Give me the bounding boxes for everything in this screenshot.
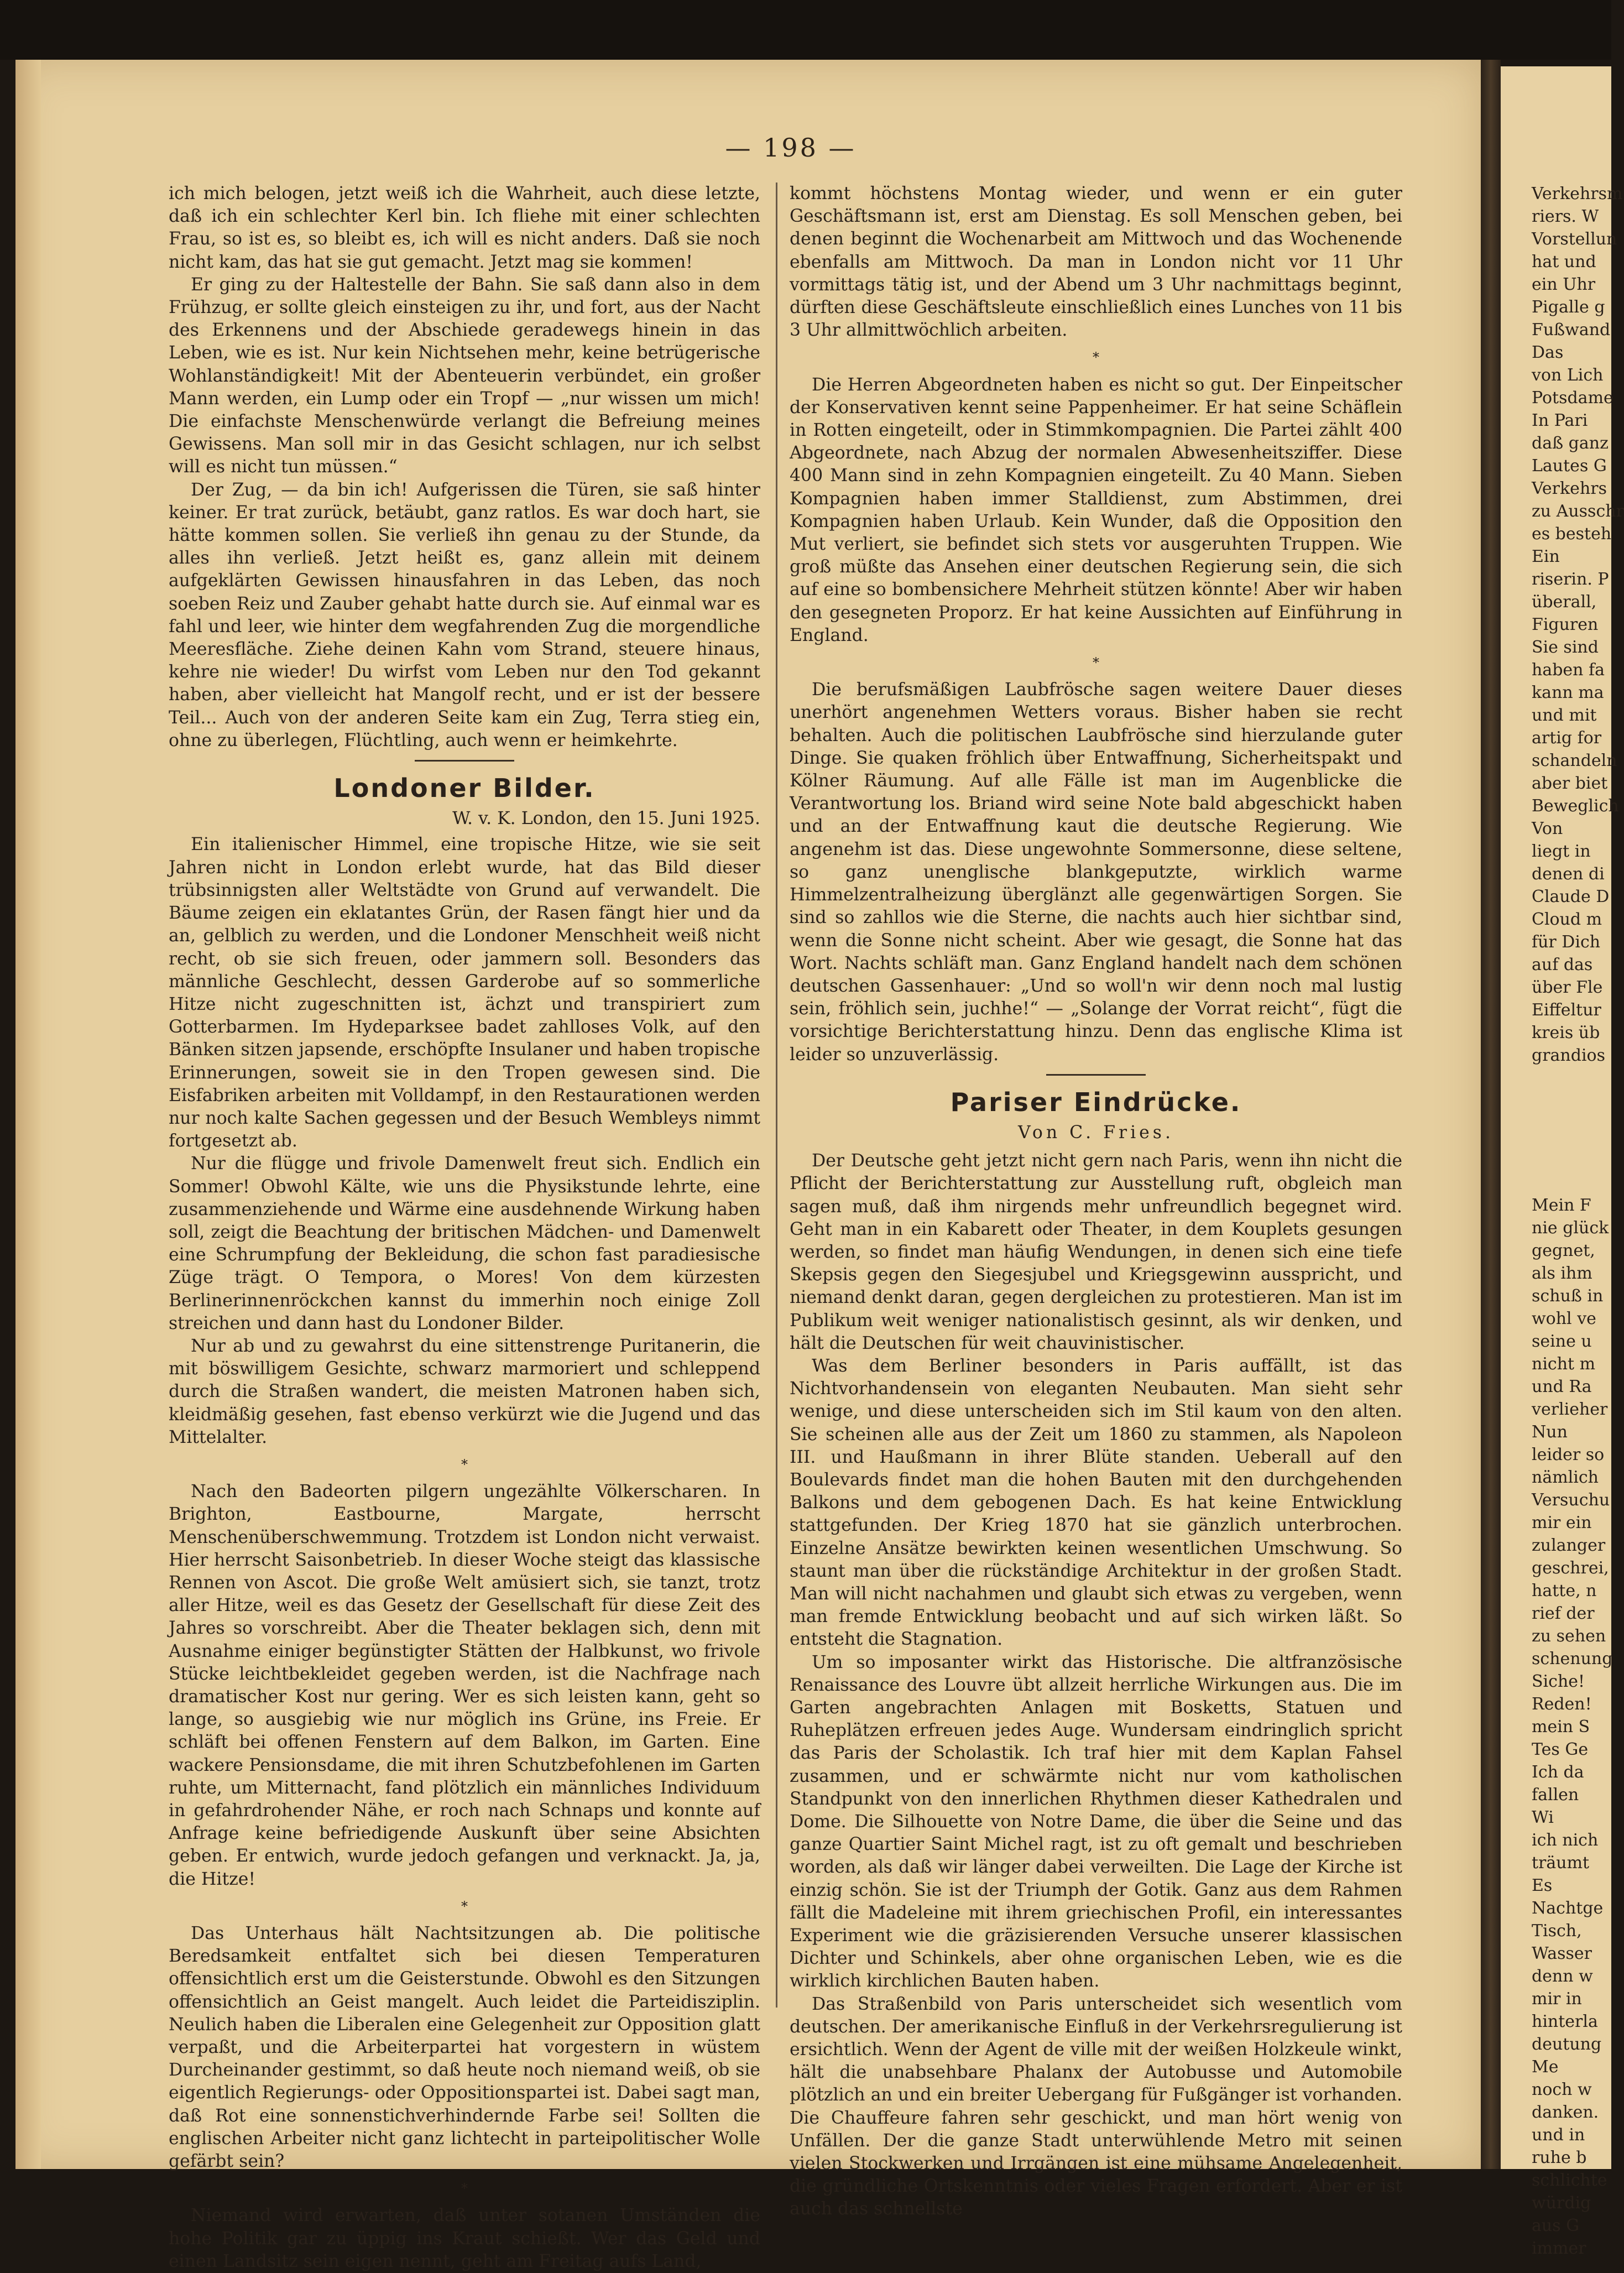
facing-page-line: denen di xyxy=(1532,864,1605,884)
facing-page-line: Es xyxy=(1532,1876,1553,1895)
facing-page-line: immer xyxy=(1532,2239,1586,2258)
facing-page-line: Vorstellun xyxy=(1532,230,1617,249)
paragraph: Der Deutsche geht jetzt nicht gern nach Paris, wenn ihn nicht die Pflicht der Berichterstattung zur Ausstellung ruft, obgleich man sagen muß, daß ihm nirgends mehr unfreundlich begegnet wird. Geht man in ein Kabarett oder Theater, in dem Kouplets gesungen werden, so findet man häufig Wendungen, in denen sich eine tiefe Skepsis gegen den Siegesjubel und Kriegsgewinn ausspricht, und niemand denkt daran, gegen dergleichen zu protestieren. Man ist im Publikum weit weniger nationalistisch gesinnt, als wir denken, und hält die Deutschen für weit chauvinistischer. xyxy=(790,1151,1402,1353)
section-star: * xyxy=(1093,350,1099,366)
facing-page-line: zu sehen xyxy=(1532,1626,1606,1646)
facing-page-line: über Fle xyxy=(1532,978,1603,997)
facing-page-line: mir ein xyxy=(1532,1513,1592,1532)
paragraph: Ein italienischer Himmel, eine tropische Hitze, wie sie seit Jahren nicht in London erlebt wurde, hat das Bild dieser trübsinnigsten aller Weltstädte von Grund auf verwandelt. Die Bäume zeigen ein eklatantes Grün, der Rasen fängt hier und da an, gelblich zu werden, und die Londoner Menschheit weiß nicht recht, ob sie sich freuen, oder jammern soll. Besonders das männliche Geschlecht, dessen Garderobe auf so sommerliche Hitze nicht zugeschnitten ist, ächzt und transpiriert zum Gotterbarmen. Im Hydeparksee badet zahlloses Volk, auf den Bänken sitzen japsende, erschöpfte Insulaner und haben tropische Erinnerungen, soweit sie in den Tropen gewesen sind. Die Eisfabriken arbeiten mit Volldampf, in den Restaurationen werden nur noch kalte Sachen gegessen und der Besuch Wembleys nimmt fortgesetzt ab. xyxy=(169,835,760,1151)
facing-page-line: kreis üb xyxy=(1532,1023,1600,1042)
paragraph: Die Herren Abgeordneten haben es nicht so gut. Der Einpeitscher der Konservativen kennt seine Pappenheimer. Er hat seine Schäflein in Rotten eingeteilt, oder in Stimmkompagnien. Die Partei zählt 400 Abgeordnete, nach Abzug der normalen Abwesenheitsziffer. Diese 400 Mann sind in zehn Kompagnien eingeteilt. Zu 40 Mann. Sieben Kompagnien haben immer Stalldienst, zum Abstimmen, drei Kompagnien haben Urlaub. Kein Wunder, daß die Opposition den Mut verliert, sie befindet sich stets vor ausgeruhten Truppen. Wie groß müßte das Ansehen einer deutschen Regierung sein, die sich auf eine so bombensichere Mehrheit stützen könnte! Aber wir haben den gesegneten Proporz. Er hat keine Aussichten auf Einführung in England. xyxy=(790,374,1402,645)
facing-page-line: seine u xyxy=(1532,1332,1592,1351)
facing-page-line: Fußwand xyxy=(1532,320,1611,340)
facing-page-line: verlieher xyxy=(1532,1400,1608,1419)
facing-page-line: zulanger xyxy=(1532,1536,1606,1555)
facing-page-line: denn w xyxy=(1532,1967,1593,1986)
facing-page-line: aber biet xyxy=(1532,774,1608,793)
facing-page-line: schenung xyxy=(1532,1649,1613,1669)
facing-page-line: Eiffeltur xyxy=(1532,1000,1601,1020)
facing-page-line: Von xyxy=(1532,819,1563,838)
facing-page-line: hat und xyxy=(1532,252,1596,272)
facing-page-line: Das xyxy=(1532,343,1564,362)
facing-page-line: würdig xyxy=(1532,2193,1591,2213)
facing-page-line: ein Uhr xyxy=(1532,275,1596,294)
facing-page-line: gegnet, xyxy=(1532,1241,1595,1260)
facing-page-line: Nun xyxy=(1532,1422,1568,1442)
facing-page-line: Beweglich xyxy=(1532,796,1619,816)
facing-page-line: grandios xyxy=(1532,1046,1606,1065)
facing-page-line: liegt in xyxy=(1532,842,1591,861)
facing-page-line: Mein F xyxy=(1532,1196,1591,1215)
facing-page-line: danken. xyxy=(1532,2103,1599,2122)
facing-page-line: artig for xyxy=(1532,728,1602,748)
facing-page-line: schuß in xyxy=(1532,1286,1604,1306)
facing-page-line: Wasser xyxy=(1532,1944,1592,1963)
facing-page-line: kann ma xyxy=(1532,683,1604,702)
facing-page-line: Ein xyxy=(1532,547,1560,566)
column-rule xyxy=(776,183,777,2008)
facing-page-line: auf das xyxy=(1532,955,1593,974)
paragraph: Was dem Berliner besonders in Paris auffällt, ist das Nichtvorhandensein von eleganten Neubauten. Man sieht sehr wenige, und diese unterscheiden sich im Stil kaum von den alten. Sie scheinen alle aus der Zeit um 1860 zu stammen, als Napoleon III. und Haußmann in ihrer Blüte standen. Ueberall auf den Boulevards findet man die hohen Bauten mit den durchgehenden Balkons und dem gebogenen Dach. Es hat keine Entwicklung stattgefunden. Der Krieg 1870 hat sie gänzlich unterbrochen. Einzelne Ansätze bewirkten keinen wesentlichen Umschwung. So staunt man über die rückständige Architektur in der großen Stadt. Man will nicht nachahmen und glaubt sich etwas zu vergeben, wenn man fremde Entwicklung beobacht und auf sich wirken läßt. So entsteht die Stagnation. xyxy=(790,1356,1402,1650)
facing-page-line: Verkehrs xyxy=(1532,479,1607,498)
facing-page-line: zu Ausschr xyxy=(1532,502,1624,521)
facing-page-line: geschrei, xyxy=(1532,1558,1609,1578)
paragraph: Nach den Badeorten pilgern ungezählte Völkerscharen. In Brighton, Eastbourne, Margate, herrscht Menschenüberschwemmung. Trotzdem ist London nicht verwaist. Hier herrscht Saisonbetrieb. In dieser Woche steigt das klassische Rennen von Ascot. Die große Welt amüsiert sich, sie tanzt, trotz aller Hitze, weil es das Gesetz der Gesellschaft für diese Zeit des Jahres so vorschreibt. Aber die Theater beklagen sich, denn mit Ausnahme einiger begünstigter Stätten der Halbkunst, wo frivole Stücke leichtbekleidet gegeben werden, ist die Nachfrage nach dramatischer Kost nur gering. Wer es sich leisten kann, geht so lange, so ausgiebig wie nur möglich ins Grüne, ins Freie. Er schläft bei offenen Fenstern auf dem Balkon, im Garten. Eine wackere Pensionsdame, die mit ihren Schutzbefohlenen im Garten ruhte, um Mitternacht, fand plötzlich ein männliches Individuum in gefahrdrohender Nähe, er roch nach Schnaps und konnte auf Anfrage keine befriedigende Auskunft über seine Absichten geben. Er entwich, wurde jedoch gefangen und verknackt. Ja, ja, die Hitze! xyxy=(169,1482,760,1889)
facing-page-line: und in xyxy=(1532,2125,1585,2145)
paragraph: Das Unterhaus hält Nachtsitzungen ab. Die politische Beredsamkeit entfaltet sich bei diesen Temperaturen offensichtlich erst um die Geisterstunde. Obwohl es den Sitzungen offensichtlich an Geist mangelt. Auch leidet die Parteidisziplin. Neulich haben die Liberalen eine Gelegenheit zur Opposition glatt verpaßt, und die Arbeiterpartei hat vorgestern in wüstem Durcheinander gestimmt, so daß heute noch niemand weiß, ob sie eigentlich Regierungs- oder Oppositionspartei ist. Dabei sagt man, daß Rot eine sonnenstichverhindernde Farbe sei! Sollten die englischen Arbeiter nicht ganz lichtecht in parteipolitischer Wolle gefärbt sein? xyxy=(169,1923,760,2172)
facing-page-line: Nachtge xyxy=(1532,1899,1604,1918)
facing-page-line: Tisch, xyxy=(1532,1921,1582,1941)
section-star: * xyxy=(461,1456,468,1472)
facing-page-line: ruhe b xyxy=(1532,2148,1587,2167)
facing-page-line: Ich da xyxy=(1532,1763,1584,1782)
facing-page-line: schlichte xyxy=(1532,2171,1607,2190)
paragraph: Um so imposanter wirkt das Historische. Die altfranzösische Renaissance des Louvre übt allzeit herrliche Wirkungen aus. Die im Garten angebrachten Anlagen mit Bosketts, Statuen und Ruheplätzen erfreuen jedes Auge. Wundersam eindringlich spricht das Paris der Scholastik. Ich traf hier mit dem Kaplan Fahsel zusammen, und er schwärmte nicht nur vom katholischen Standpunkt von den innerlichen Rhythmen dieser Kathedralen und Dome. Die Silhouette von Notre Dame, die über die Seine und das ganze Quartier Saint Michel ragt, ist zu oft gemalt und beschrieben worden, als daß wir länger dabei verweilten. Die Lage der Kirche ist einzig schön. Sie ist der Triumph der Gotik. Ganz aus dem Rahmen fällt die Madeleine mit ihrem griechischen Profil, ein interessantes Experiment wie die gräzisierenden Versuche unserer klassischen Dichter und Schinkels, aber ohne organischen Leben, wie es die wirklich kirchlichen Bauten haben. xyxy=(790,1652,1402,1992)
paragraph: Niemand wird erwarten, daß unter sotanen Umständen die hohe Politik gar zu üppig ins Kraut schießt. Wer das Geld und einen Landsitz sein eigen nennt, geht am Freitag aufs Land, xyxy=(169,2206,760,2271)
paragraph: Das Straßenbild von Paris unterscheidet sich wesentlich vom deutschen. Der amerikanische Einfluß in der Verkehrsregulierung ist ersichtlich. Wenn der Agent de ville mit der weißen Holzkeule winkt, hält die unabsehbare Phalanx der Autobusse und Automobile plötzlich an und ein breiter Uebergang für Fußgänger ist vorhanden. Die Chauffeure fahren sehr geschickt, und man hört wenig von Unfällen. Der die ganze Stadt unterwühlende Metro mit seinen vielen Stockwerken und Irrgängen ist eine mühsame Angelegenheit, die gründliche Ortskenntnis oder vieles Fragen erfordert. Aber er ist auch das schnellste xyxy=(790,1994,1402,2219)
facing-page-line: als ihm xyxy=(1532,1264,1592,1283)
paragraph: kommt höchstens Montag wieder, und wenn er ein guter Geschäftsmann ist, erst am Dienstag. Es soll Menschen geben, bei denen beginnt die Wochenarbeit am Mittwoch und das Wochenende ebenfalls am Mittwoch. Da man in London nicht vor 11 Uhr vormittags tätig ist, und der Abend um 3 Uhr nachmittags beginnt, dürften diese Geschäftsleute einschließlich eines Lunches von 11 bis 3 Uhr allmittwöchlich arbeiten. xyxy=(790,184,1402,341)
facing-page-line: ich nich xyxy=(1532,1831,1599,1850)
facing-page-line: rief der xyxy=(1532,1604,1595,1623)
article-author: Von C. Fries. xyxy=(1018,1122,1174,1143)
section-divider xyxy=(415,760,514,762)
facing-page-line: Potsdame xyxy=(1532,388,1613,408)
facing-page-line: leider so xyxy=(1532,1445,1605,1464)
paragraph: Die berufsmäßigen Laubfrösche sagen weitere Dauer dieses unerhört angenehmen Wetters voraus. Bisher haben sie recht behalten. Auch die politischen Laubfrösche sind hierzulande guter Dinge. Sie quaken fröhlich über Entwaffnung, Sicherheitspakt und Kölner Räumung. Auf alle Fälle ist man im Augenblicke die Verantwortung los. Briand wird seine Note bald abgeschickt haben und an der Entwaffnung kaut die deutsche Regierung. Wie angenehm ist das. Diese ungewohnte Sommersonne, diese seltene, so ganz unenglische blankgeputzte, wirklich warme Himmelzentralheizung überglänzt alle gegenwärtigen Sorgen. Sie sind so zahllos wie die Sterne, die nachts auch hier sichtbar sind, wenn die Sonne nicht scheint. Aber wie gesagt, die Sonne hat das Wort. Nachts schläft man. Ganz England handelt nach dem schönen deutschen Gassenhauer: „Und so woll'n wir denn noch mal lustig sein, fröhlich sein, juchhe!“ — „Solange der Vorrat reicht“, fügt die vorsichtige Berichterstattung hinzu. Denn das englische Klima ist leider so unzuverlässig. xyxy=(790,680,1402,1065)
facing-page-line: Cloud m xyxy=(1532,910,1602,929)
facing-page-line: fallen xyxy=(1532,1785,1579,1805)
facing-page-line: träumt xyxy=(1532,1853,1590,1873)
facing-page-line: und Ra xyxy=(1532,1377,1592,1396)
facing-page-line: riserin. P xyxy=(1532,570,1609,589)
column-right xyxy=(790,183,1402,2221)
paragraph: Der Zug, — da bin ich! Aufgerissen die Türen, sie saß hinter keiner. Er trat zurück, betäubt, ganz ratlos. Es war doch hart, sie hätte kommen sollen. Sie verließ ihn genau zu der Stunde, da alles ihn verließ. Jetzt heißt es, ganz allein mit deinem aufgeklärten Gewissen hinausfahren in das Leben, das noch soeben Reiz und Zauber gehabt hatte durch sie. Auf einmal war es fahl und leer, wie hinter dem wegfahrenden Zug die morgendliche Meeresfläche. Ziehe deinen Kahn vom Strand, steuere hinaus, kehre nie wieder! Du wirfst vom Leben nur den Tod gekannt haben, aber vielleicht hat Mangolf recht, und er ist der bessere Teil... Auch von der anderen Seite kam ein Zug, Terra stieg ein, ohne zu überlegen, Flüchtling, auch wenn er heimkehrte. xyxy=(169,479,760,750)
facing-page-line: wohl ve xyxy=(1532,1309,1596,1328)
facing-page-line: nicht m xyxy=(1532,1354,1596,1374)
paragraph: Nur ab und zu gewahrst du eine sittenstrenge Puritanerin, die mit böswilligem Gesichte, schwarz marmoriert und schleppend durch die Straßen wandert, die meisten Matronen haben sich, kleidmäßig gesehen, fast ebenso verkürzt wie die Jugend und das Mittelalter. xyxy=(169,1336,760,1447)
facing-page-line: mein S xyxy=(1532,1717,1590,1737)
article-byline: W. v. K. London, den 15. Juni 1925. xyxy=(452,809,760,829)
facing-page-line: deutung xyxy=(1532,2035,1602,2054)
facing-page-line: Me xyxy=(1532,2057,1559,2077)
facing-page-line: Wi xyxy=(1532,1808,1554,1827)
facing-page-line: überall, xyxy=(1532,592,1597,612)
facing-page-lines-top xyxy=(1532,183,1624,1067)
facing-page-line: Tes Ge xyxy=(1532,1740,1589,1759)
facing-page-line: Pigalle g xyxy=(1532,298,1605,317)
facing-page-line: haben fa xyxy=(1532,660,1605,680)
facing-page-line: von Lich xyxy=(1532,366,1604,385)
page-number: — 198 — xyxy=(725,133,857,163)
section-divider xyxy=(1046,1074,1146,1076)
facing-page-line: Siche! xyxy=(1532,1672,1585,1691)
facing-page-line: für Dich xyxy=(1532,932,1601,952)
facing-page-line: es besteh xyxy=(1532,524,1612,544)
facing-page-gap xyxy=(1532,1067,1609,1194)
facing-page-line: nämlich xyxy=(1532,1468,1599,1487)
article-heading-paris: Pariser Eindrücke. xyxy=(950,1087,1242,1117)
column-left xyxy=(169,183,760,2273)
page-left-edge xyxy=(15,60,41,2169)
facing-page-line: Versuchu xyxy=(1532,1490,1610,1510)
paragraph: Er ging zu der Haltestelle der Bahn. Sie saß dann also in dem Frühzug, er sollte gleich einsteigen zu ihr, und fort, aus der Nacht des Erkennens und der Abschiede geradewegs hinein in das Leben, wie es ist. Nur kein Nichtsehen mehr, keine betrügerische Wohlanständigkeit! Mit der Abenteuerin verbündet, ein großer Mann werden, ein Lump oder ein Tropf — „nur wissen um mich! Die einfachste Menschenwürde verlangt die Befreiung meines Gewissens. Man soll mir in das Gesicht schlagen, nur ich selbst will es nicht tun müssen.“ xyxy=(169,274,760,477)
facing-page-line: mir in xyxy=(1532,1989,1582,2009)
facing-page-line: Figuren xyxy=(1532,615,1599,634)
facing-page-line: Lautes G xyxy=(1532,456,1607,476)
facing-page-lines-bottom xyxy=(1532,1194,1613,2260)
facing-page-line: Claude D xyxy=(1532,887,1610,906)
facing-page-line: noch w xyxy=(1532,2080,1592,2099)
facing-page-line: Sie sind xyxy=(1532,638,1599,657)
facing-page-column xyxy=(1532,183,1624,2260)
facing-page-line: In Pari xyxy=(1532,411,1588,430)
section-star: * xyxy=(461,1898,468,1914)
facing-page-line: riers. W xyxy=(1532,207,1599,226)
book-gutter xyxy=(1481,60,1501,2169)
article-heading-london: Londoner Bilder. xyxy=(333,773,596,804)
scan-top-background xyxy=(0,0,1611,60)
facing-page-line: Reden! xyxy=(1532,1695,1592,1714)
facing-page-line: nie glück xyxy=(1532,1218,1609,1238)
section-star: * xyxy=(1093,655,1099,671)
facing-page-line: schandeln xyxy=(1532,751,1617,770)
facing-page-line: aus G xyxy=(1532,2216,1580,2235)
paragraph: Nur die flügge und frivole Damenwelt freut sich. Endlich ein Sommer! Obwohl Kälte, wie uns die Physikstunde lehrte, eine zusammenziehende und Wärme eine ausdehnende Wirkung haben soll, zeigt die Beachtung der britischen Mädchen- und Damenwelt eine Schrumpfung der Bekleidung, die schon fast paradiesische Züge trägt. O Tempora, o Mores! Von dem kürzesten Berlinerinnenröckchen kannst du immerhin noch einige Zoll streichen und dann hast du Londoner Bilder. xyxy=(169,1154,760,1333)
facing-page-line: daß ganz xyxy=(1532,434,1609,453)
facing-page-line: und mit xyxy=(1532,706,1597,725)
facing-page-line: hatte, n xyxy=(1532,1581,1597,1601)
facing-page-line: Verkehrsm xyxy=(1532,184,1623,204)
section-star: * xyxy=(461,2181,468,2197)
facing-page-line: hinterla xyxy=(1532,2012,1598,2031)
paragraph: ich mich belogen, jetzt weiß ich die Wahrheit, auch diese letzte, daß ich ein schlechter Kerl bin. Ich fliehe mit einer schlechten Frau, so ist es, so bleibt es, ich will es nicht anders. Daß sie noch nicht kam, das hat sie gut gemacht. Jetzt mag sie kommen! xyxy=(169,184,760,272)
